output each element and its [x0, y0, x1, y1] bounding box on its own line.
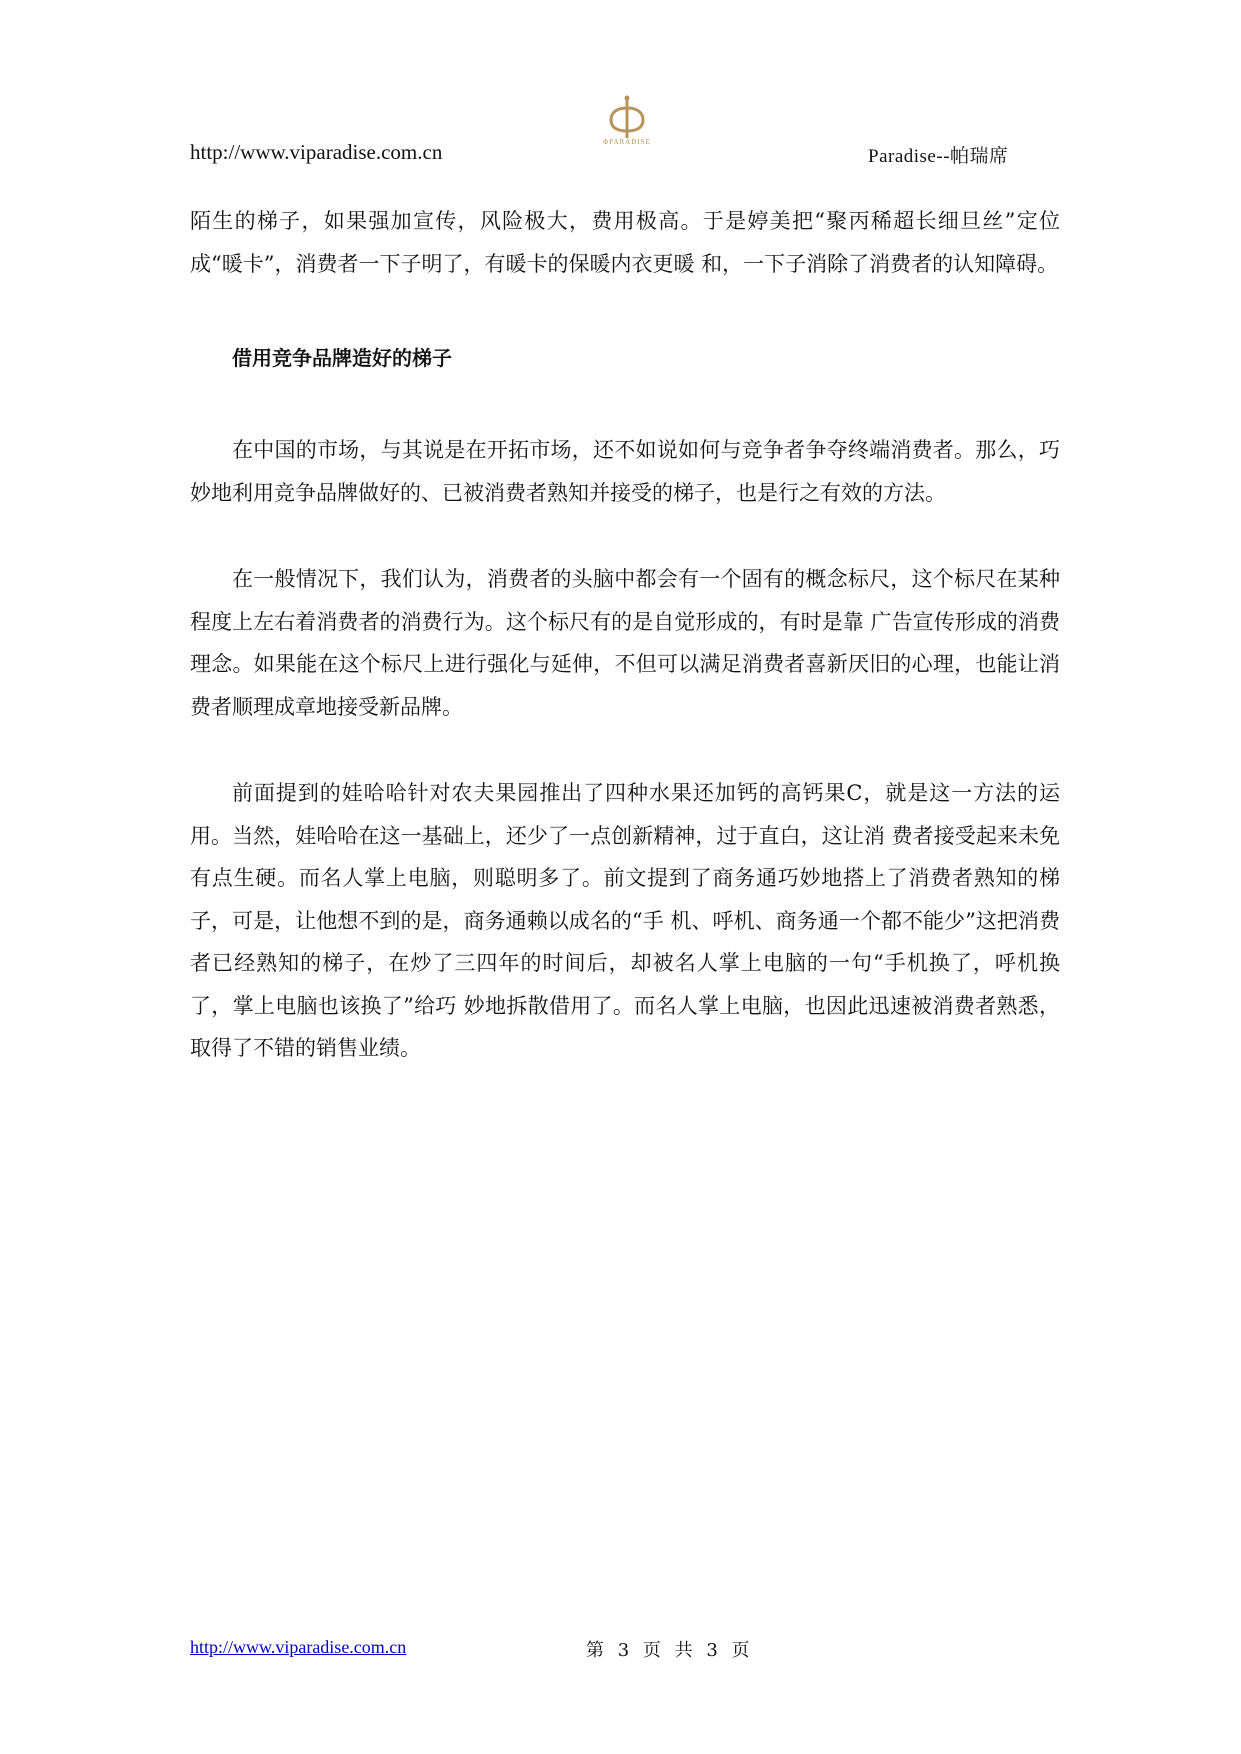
paradise-logo	[594, 94, 660, 154]
section-heading: 借用竞争品牌造好的梯子	[232, 346, 452, 370]
page-number: 第 3 页 共 3 页	[586, 1640, 754, 1661]
header-url[interactable]: http://www.viparadise.com.cn	[190, 140, 443, 164]
header-brand: Paradise--帕瑞席	[868, 146, 1009, 167]
logo-text: ΦPARADISE	[603, 138, 651, 146]
paragraph-3: 在一般情况下，我们认为，消费者的头脑中都会有一个固有的概念标尺，这个标尺在某种程度上左右着消费者的消费行为。这个标尺有的是自觉形成的，有时是靠 广告宣传形成的消费理念。如果能在这个标尺上进行强化与延伸，不但可以满足消费者喜新厌旧的心理，也能让消费者顺理成章地接受新品牌。	[190, 567, 1060, 719]
paragraph-4: 前面提到的娃哈哈针对农夫果园推出了四种水果还加钙的高钙果C，就是这一方法的运用。当然，娃哈哈在这一基础上，还少了一点创新精神，过于直白，这让消 费者接受起来未免有点生硬。而名人掌上电脑，则聪明多了。前文提到了商务通巧妙地搭上了消费者熟知的梯子，可是，让他想不到的是，商务通赖以成名的“手 机、呼机、商务通一个都不能少”这把消费者已经熟知的梯子，在炒了三四年的时间后，却被名人掌上电脑的一句“手机换了，呼机换了，掌上电脑也该换了”给巧 妙地拆散借用了。而名人掌上电脑，也因此迅速被消费者熟悉，取得了不错的销售业绩。	[190, 781, 1060, 1060]
footer-url-link[interactable]: http://www.viparadise.com.cn	[190, 1637, 407, 1657]
paragraph-1: 陌生的梯子，如果强加宣传，风险极大，费用极高。于是婷美把“聚丙稀超长细旦丝”定位成“暖卡”，消费者一下子明了，有暖卡的保暖内衣更暖 和，一下子消除了消费者的认知障碍。	[190, 209, 1060, 276]
paradise-logo-icon	[605, 94, 649, 140]
document-body	[190, 200, 1060, 1070]
paragraph-2: 在中国的市场，与其说是在开拓市场，还不如说如何与竞争者争夺终端消费者。那么，巧妙地利用竞争品牌做好的、已被消费者熟知并接受的梯子，也是行之有效的方法。	[190, 438, 1060, 505]
